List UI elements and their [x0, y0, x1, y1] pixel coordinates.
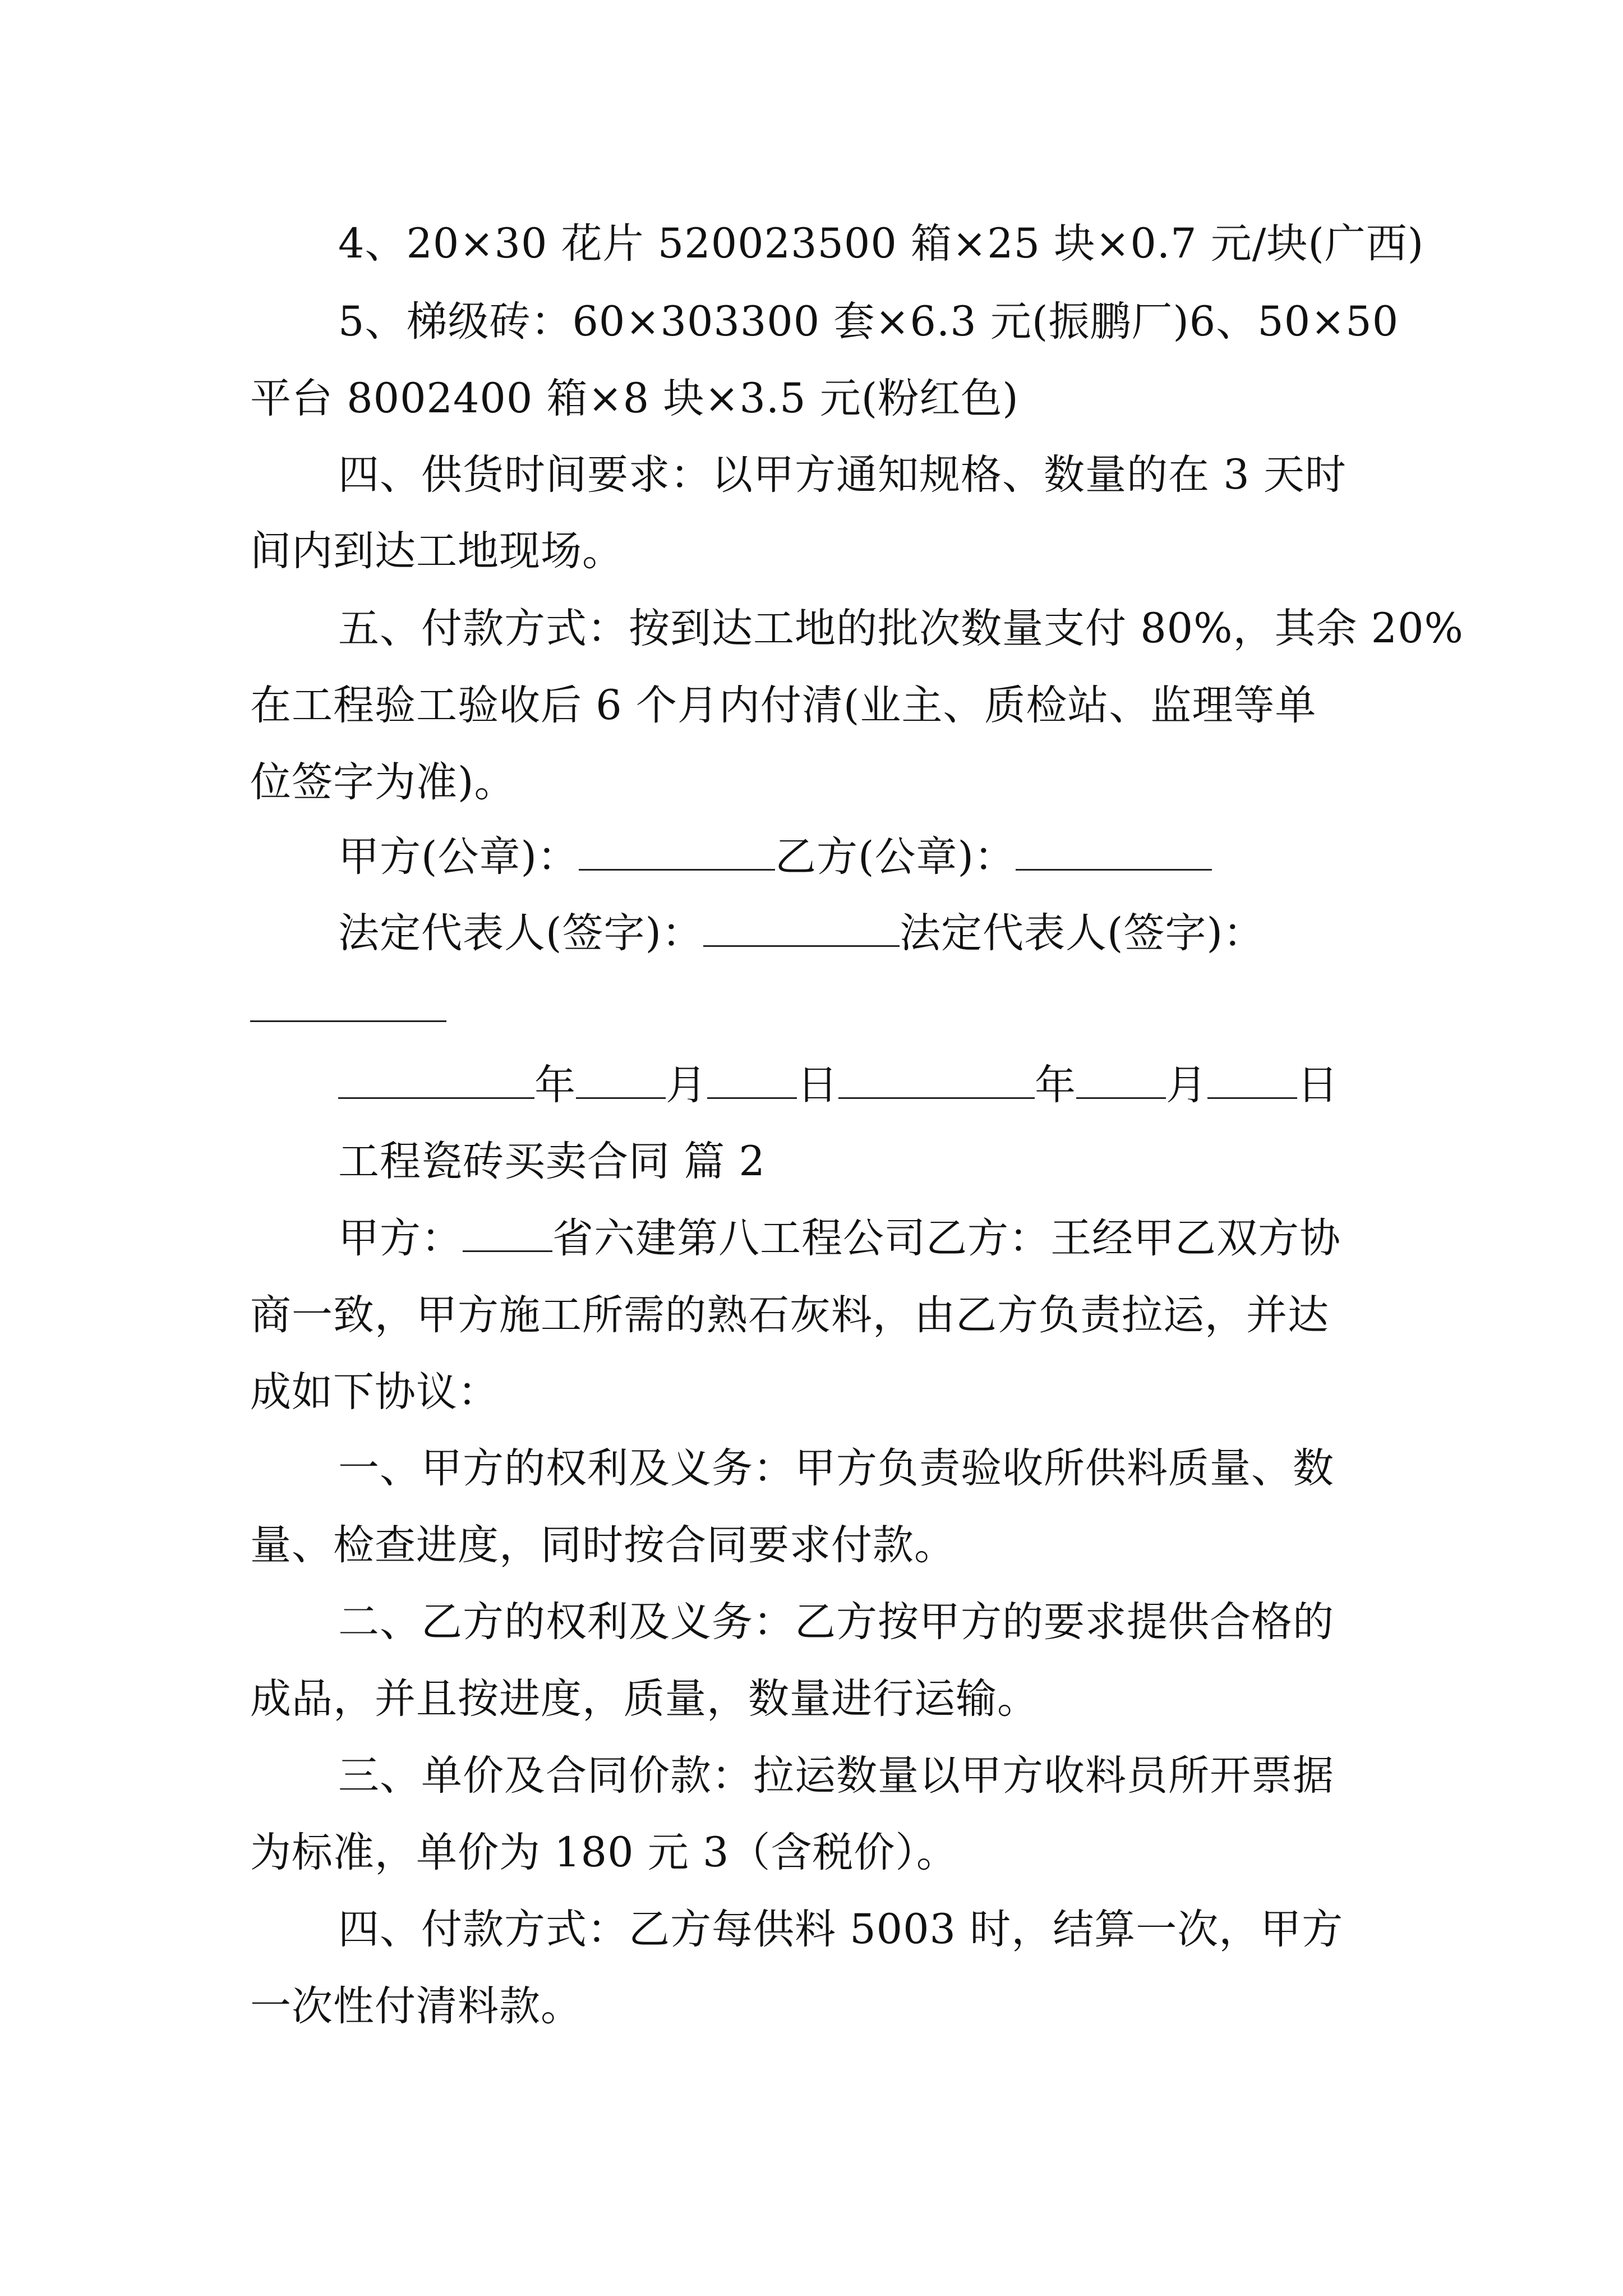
party-a-label: 甲方：: [338, 1214, 463, 1262]
party-b-day-label: 日: [1297, 1061, 1339, 1109]
party-a-year-label: 年: [534, 1061, 576, 1109]
parties-line-3: 成如下协议：: [250, 1368, 499, 1416]
party-a-day-blank[interactable]: [707, 1062, 797, 1099]
legal-rep-wrap-line: [250, 981, 446, 1037]
party-b-day-blank[interactable]: [1207, 1062, 1297, 1099]
payment-terms-line-3: 位签字为准)。: [250, 758, 516, 806]
party-a-seal-blank[interactable]: [579, 834, 775, 871]
party-b-legal-rep-blank[interactable]: [250, 986, 446, 1022]
date-line: [338, 1057, 1339, 1114]
parties-line-2: 商一致，甲方施工所需的熟石灰料，由乙方负责拉运，并达: [250, 1291, 1329, 1339]
party-a-duties-line-1: 一、甲方的权利及义务：甲方负责验收所供料质量、数: [338, 1444, 1334, 1492]
party-a-seal-label: 甲方(公章)：: [338, 833, 579, 881]
party-a-month-label: 月: [666, 1061, 707, 1109]
item-5-line-1: 5、梯级砖：60×303300 套×6.3 元(振鹏厂)6、50×50: [338, 298, 1399, 346]
party-b-legal-rep-label: 法定代表人(签字)：: [899, 909, 1265, 957]
contract-2-title: 工程瓷砖买卖合同 篇 2: [338, 1138, 766, 1185]
province-blank[interactable]: [463, 1216, 552, 1252]
party-a-company-text: 省六建第八工程公司乙方：王经甲乙双方协: [552, 1214, 1341, 1262]
payment-terms-line-2: 在工程验工验收后 6 个月内付清(业主、质检站、监理等单: [250, 682, 1317, 729]
party-a-legal-rep-blank[interactable]: [703, 910, 900, 947]
delivery-time-line-1: 四、供货时间要求：以甲方通知规格、数量的在 3 天时: [338, 451, 1347, 499]
item-4-line: 4、20×30 花片 520023500 箱×25 块×0.7 元/块(广西): [338, 220, 1424, 268]
party-b-year-blank[interactable]: [838, 1062, 1035, 1099]
payment-method-line-2: 一次性付清料款。: [250, 1982, 582, 2030]
payment-terms-line-1: 五、付款方式：按到达工地的批次数量支付 80%，其余 20%: [338, 605, 1464, 652]
unit-price-line-1: 三、单价及合同价款：拉运数量以甲方收料员所开票据: [338, 1752, 1334, 1800]
party-a-duties-line-2: 量、检查进度，同时按合同要求付款。: [250, 1521, 956, 1569]
delivery-time-line-2: 间内到达工地现场。: [250, 527, 624, 575]
party-b-seal-blank[interactable]: [1016, 834, 1212, 871]
party-a-legal-rep-label: 法定代表人(签字)：: [338, 909, 703, 957]
unit-price-line-2: 为标准，单价为 180 元 3（含税价）。: [250, 1829, 958, 1876]
party-a-month-blank[interactable]: [576, 1062, 666, 1099]
item-5-line-2: 平台 8002400 箱×8 块×3.5 元(粉红色): [250, 375, 1019, 422]
parties-line-1: [338, 1211, 1341, 1267]
party-a-year-blank[interactable]: [338, 1062, 534, 1099]
party-b-duties-line-1: 二、乙方的权利及义务：乙方按甲方的要求提供合格的: [338, 1598, 1334, 1646]
party-b-month-label: 月: [1166, 1061, 1207, 1109]
payment-method-line-1: 四、付款方式：乙方每供料 5003 时，结算一次，甲方: [338, 1906, 1344, 1953]
party-b-month-blank[interactable]: [1076, 1062, 1166, 1099]
party-b-seal-label: 乙方(公章)：: [774, 833, 1016, 881]
legal-rep-signature-line: [338, 905, 1265, 961]
party-b-duties-line-2: 成品，并且按进度，质量，数量进行运输。: [250, 1675, 1039, 1723]
seal-signature-line: [338, 829, 1212, 885]
party-b-year-label: 年: [1035, 1061, 1076, 1109]
party-a-day-label: 日: [797, 1061, 838, 1109]
